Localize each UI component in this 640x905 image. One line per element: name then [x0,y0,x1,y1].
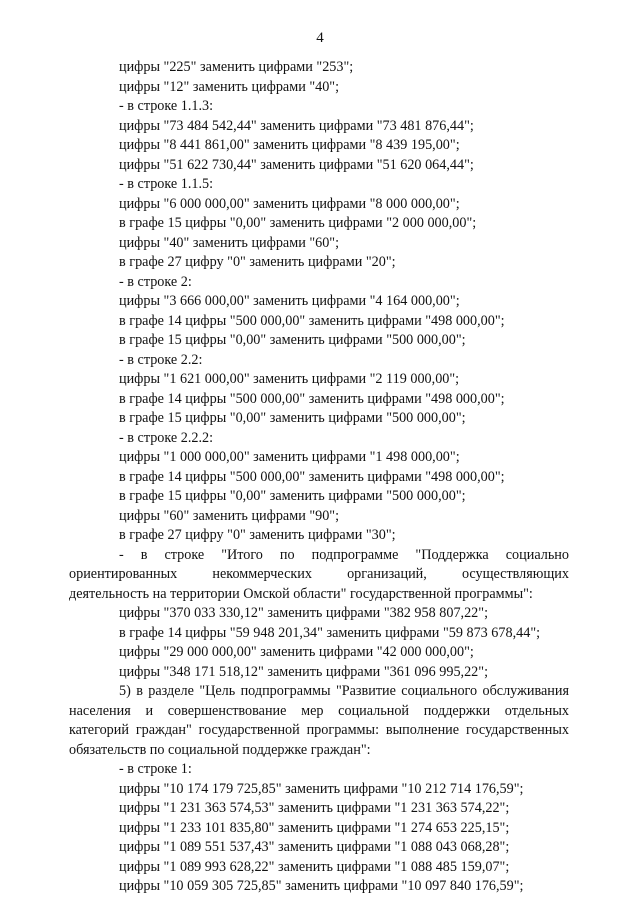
text-line: обязательств по социальной поддержке граждан": [69,741,371,758]
text-line: цифры "73 484 542,44" заменить цифрами "73 481 876,44"; [119,117,474,134]
text-line: - в строке 2: [119,273,192,290]
text-line: цифры "1 233 101 835,80" заменить цифрами "1 274 653 225,15"; [119,819,510,836]
text-line: цифры "10 174 179 725,85" заменить цифрами "10 212 714 176,59"; [119,780,524,797]
text-line: цифры "225" заменить цифрами "253"; [119,59,354,75]
text-line: цифры "1 089 551 537,43" заменить цифрами "1 088 043 068,28"; [119,839,510,855]
text-line: цифры "1 621 000,00" заменить цифрами "2 119 000,00"; [119,371,460,387]
text-line: цифры "3 666 000,00" заменить цифрами "4 164 000,00"; [119,293,460,309]
text-line: цифры "1 089 993 628,22" заменить цифрами "1 088 485 159,07"; [119,858,510,875]
text-line: - в строке 2.2.2: [119,429,214,446]
text-line: цифры "51 622 730,44" заменить цифрами "51 620 064,44"; [119,156,474,173]
text-line: цифры "10 059 305 725,85" заменить цифрами "10 097 840 176,59"; [119,878,524,894]
text-line: деятельность на территории Омской области" государственной программы": [69,585,533,602]
text-line: в графе 15 цифры "0,00" заменить цифрами "500 000,00"; [119,488,466,504]
text-line: цифры "1 231 363 574,53" заменить цифрами "1 231 363 574,22"; [119,800,510,816]
text-line: 5) в разделе "Цель подпрограммы "Развитие социального обслуживания [119,683,569,699]
text-line: в графе 15 цифры "0,00" заменить цифрами "500 000,00"; [119,410,466,426]
text-line: цифры "40" заменить цифрами "60"; [119,234,340,251]
text-line: населения и совершенствование мер социальной поддержки отдельных [69,702,569,719]
text-line: ориентированных некоммерческих организаций, осуществляющих [69,566,569,582]
text-line: - в строке "Итого по подпрограмме "Поддержка социально [119,546,569,563]
text-line: - в строке 1.1.3: [119,98,214,114]
text-line: цифры "8 441 861,00" заменить цифрами "8 439 195,00"; [119,137,460,153]
text-line: - в строке 1: [119,761,192,777]
text-line: цифры "29 000 000,00" заменить цифрами "42 000 000,00"; [119,644,474,660]
text-line: цифры "1 000 000,00" заменить цифрами "1 498 000,00"; [119,449,460,465]
text-line: - в строке 2.2: [119,351,203,368]
text-line: в графе 15 цифры "0,00" заменить цифрами "500 000,00"; [119,332,466,348]
text-line: в графе 14 цифры "500 000,00" заменить цифрами "498 000,00"; [119,312,505,329]
text-line: в графе 14 цифры "500 000,00" заменить цифрами "498 000,00"; [119,468,505,485]
text-line: - в строке 1.1.5: [119,176,214,192]
text-line: в графе 14 цифры "59 948 201,34" заменить цифрами "59 873 678,44"; [119,624,541,641]
page-number: 4 [316,30,324,46]
text-line: цифры "6 000 000,00" заменить цифрами "8 000 000,00"; [119,195,460,212]
text-line: категорий граждан" государственной программы: выполнение государственных [69,722,569,738]
text-line: в графе 14 цифры "500 000,00" заменить цифрами "498 000,00"; [119,390,505,407]
text-line: в графе 27 цифру "0" заменить цифрами "20"; [119,254,396,270]
text-line: цифры "60" заменить цифрами "90"; [119,507,340,524]
text-line: в графе 27 цифру "0" заменить цифрами "30"; [119,527,396,543]
document-body [69,58,569,897]
text-line: цифры "348 171 518,12" заменить цифрами "361 096 995,22"; [119,663,489,680]
text-line: цифры "370 033 330,12" заменить цифрами "382 958 807,22"; [119,605,489,621]
text-line: цифры "12" заменить цифрами "40"; [119,78,340,95]
text-line: в графе 15 цифры "0,00" заменить цифрами "2 000 000,00"; [119,215,477,231]
